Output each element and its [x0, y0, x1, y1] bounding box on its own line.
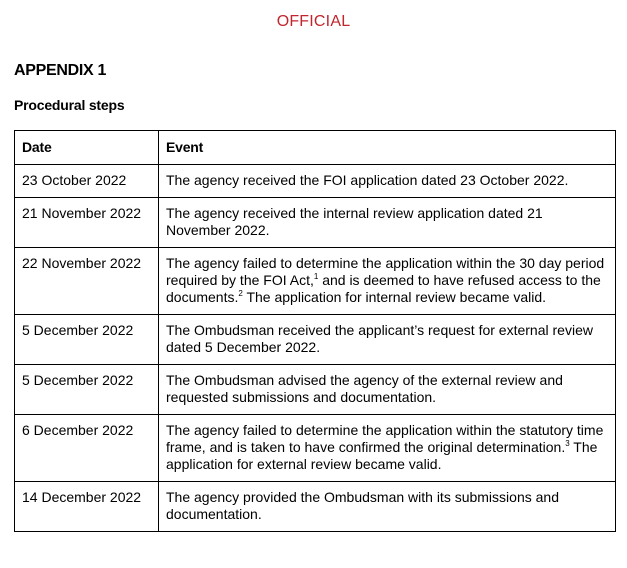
table-row [15, 415, 616, 482]
table-header-row [15, 131, 616, 165]
table-row [15, 248, 616, 315]
date-cell: 6 December 2022 [15, 415, 159, 482]
section-subtitle: Procedural steps [14, 97, 125, 113]
event-cell: The agency provided the Ombudsman with its submissions and documentation. [159, 482, 616, 532]
date-cell: 23 October 2022 [15, 165, 159, 198]
date-cell: 5 December 2022 [15, 365, 159, 415]
date-cell: 5 December 2022 [15, 315, 159, 365]
table-row [15, 365, 616, 415]
event-cell [159, 415, 616, 482]
table-row [15, 482, 616, 532]
event-cell: The Ombudsman advised the agency of the external review and requested submissions and documentation. [159, 365, 616, 415]
event-text: The agency failed to determine the application within the statutory time frame, and is taken to have confirmed the original determination. [166, 422, 604, 455]
date-column-header: Date [15, 131, 159, 165]
event-cell [159, 248, 616, 315]
event-text: The application for external review became valid. [166, 439, 598, 472]
event-cell: The agency received the FOI application dated 23 October 2022. [159, 165, 616, 198]
event-column-header: Event [159, 131, 616, 165]
appendix-title: APPENDIX 1 [14, 62, 107, 79]
date-cell: 21 November 2022 [15, 198, 159, 248]
event-text: The application for internal review became valid. [242, 289, 547, 305]
event-text: The agency failed to determine the application within the 30 day period required by the FOI Act, [166, 255, 605, 288]
event-text: and is deemed to have refused access to the documents. [166, 272, 601, 305]
date-cell: 14 December 2022 [15, 482, 159, 532]
procedural-steps-table [14, 130, 616, 532]
table-row [15, 165, 616, 198]
footnote-ref[interactable]: 1 [313, 272, 319, 281]
footnote-ref[interactable]: 2 [238, 289, 243, 298]
event-cell: The Ombudsman received the applicant’s request for external review dated 5 December 2022. [159, 315, 616, 365]
event-cell: The agency received the internal review application dated 21 November 2022. [159, 198, 616, 248]
footnote-ref[interactable]: 3 [565, 439, 570, 448]
classification-marking: OFFICIAL [276, 13, 351, 30]
table-row [15, 315, 616, 365]
table-row [15, 198, 616, 248]
date-cell: 22 November 2022 [15, 248, 159, 315]
